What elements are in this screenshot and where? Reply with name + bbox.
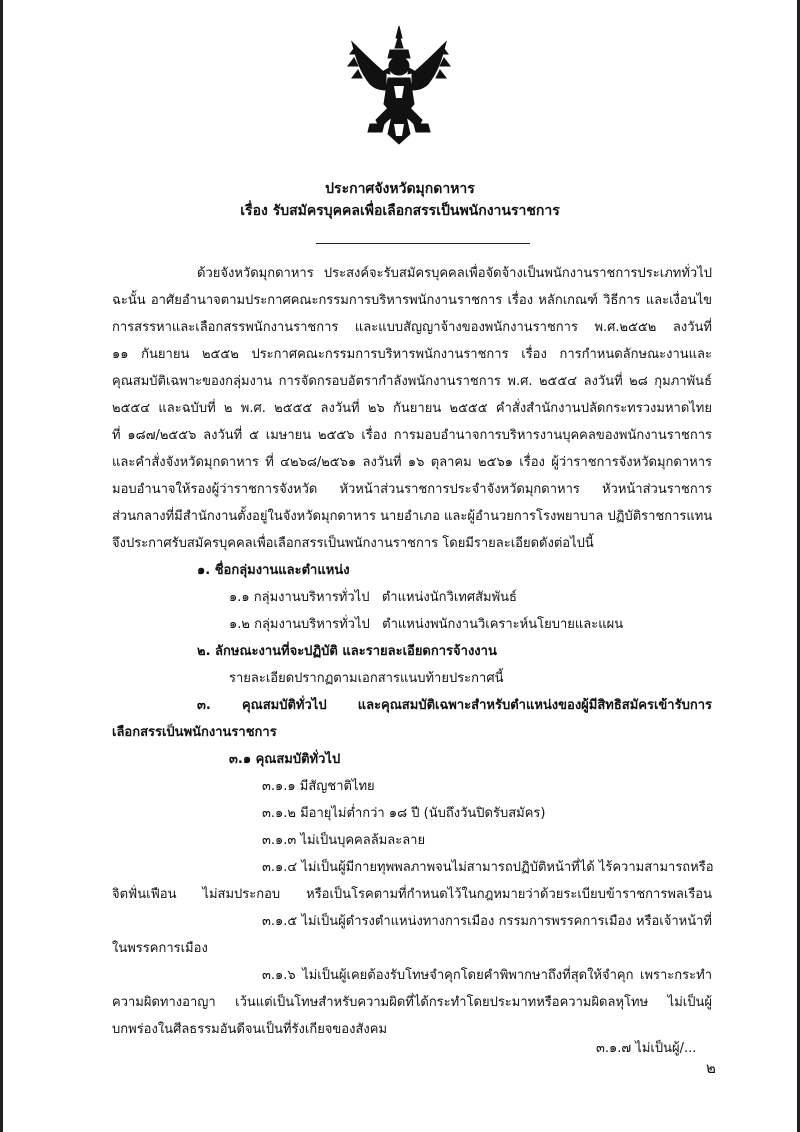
position-item: ๑.๒ กลุ่มงานบริหารทั่วไป ตำแหน่งพนักงานวิเคราะห์นโยบายและแผน bbox=[229, 617, 624, 632]
qualification-item: ๓.๑.๑ มีสัญชาติไทย bbox=[262, 779, 375, 794]
page-number: ๒ bbox=[706, 1059, 716, 1077]
announcement-subject: เรื่อง รับสมัครบุคคลเพื่อเลือกสรรเป็นพนักงานราชการ bbox=[240, 203, 560, 219]
qualification-item-cont: จิตฟั่นเฟือน ไม่สมประกอบ หรือเป็นโรคตามที่กำหนดไว้ในกฎหมายว่าด้วยระเบียบข้าราชการพลเรือน bbox=[112, 887, 712, 902]
intro-line: และคำสั่งจังหวัดมุกดาหาร ที่ ๔๒๖๘/๒๕๖๑ ลงวันที่ ๑๖ ตุลาคม ๒๕๖๑ เรื่อง ผู้ว่าราชการจังหวัดมุกดาหาร bbox=[112, 455, 712, 470]
continuation-marker: ๓.๑.๗ ไม่เป็นผู้/... bbox=[596, 1041, 697, 1056]
announcement-title: ประกาศจังหวัดมุกดาหาร bbox=[325, 181, 475, 197]
intro-line: ที่ ๑๘๗/๒๕๕๖ ลงวันที่ ๕ เมษายน ๒๕๕๖ เรื่อง การมอบอำนาจการบริหารงานบุคคลของพนักงานราชการ bbox=[112, 428, 712, 443]
intro-line: ส่วนกลางที่มีสำนักงานตั้งอยู่ในจังหวัดมุกดาหาร นายอำเภอ และผู้อำนวยการโรงพยาบาล ปฏิบัติราชการแทน bbox=[112, 509, 713, 524]
position-item: ๑.๑ กลุ่มงานบริหารทั่วไป ตำแหน่งนักวิเทศสัมพันธ์ bbox=[229, 590, 517, 605]
intro-line: คุณสมบัติเฉพาะของกลุ่มงาน การจัดกรอบอัตรากำลังพนักงานราชการ พ.ศ. ๒๕๕๔ ลงวันที่ ๒๘ กุมภาพันธ์ bbox=[112, 374, 712, 389]
garuda-emblem-icon bbox=[344, 24, 454, 146]
section3-heading: ๓. คุณสมบัติทั่วไป และคุณสมบัติเฉพาะสำหรับตำแหน่งของผู้มีสิทธิสมัครเข้ารับการ bbox=[197, 698, 712, 713]
qualification-item-cont: ในพรรคการเมือง bbox=[112, 941, 208, 956]
section3-heading-cont: เลือกสรรเป็นพนักงานราชการ bbox=[112, 725, 277, 740]
intro-line: มอบอำนาจให้รองผู้ว่าราชการจังหวัด หัวหน้าส่วนราชการประจำจังหวัดมุกดาหาร หัวหน้าส่วนราชการ bbox=[112, 482, 712, 497]
section1-heading: ๑. ชื่อกลุ่มงานและตำแหน่ง bbox=[197, 563, 350, 578]
header-divider bbox=[316, 243, 530, 244]
qualification-item: ๓.๑.๒ มีอายุไม่ต่ำกว่า ๑๘ ปี (นับถึงวันปิดรับสมัคร) bbox=[262, 806, 546, 821]
section3-1-heading: ๓.๑ คุณสมบัติทั่วไป bbox=[229, 752, 341, 767]
intro-line: ๒๕๕๔ และฉบับที่ ๒ พ.ศ. ๒๕๕๕ ลงวันที่ ๒๖ กันยายน ๒๕๕๕ คำสั่งสำนักงานปลัดกระทรวงมหาดไทย bbox=[112, 401, 712, 416]
intro-line: จึงประกาศรับสมัครบุคคลเพื่อเลือกสรรเป็นพนักงานราชการ โดยมีรายละเอียดดังต่อไปนี้ bbox=[112, 536, 594, 551]
qualification-item: ๓.๑.๖ ไม่เป็นผู้เคยต้องรับโทษจำคุกโดยคำพิพากษาถึงที่สุดให้จำคุก เพราะกระทำ bbox=[262, 968, 712, 983]
section2-heading: ๒. ลักษณะงานที่จะปฏิบัติ และรายละเอียดการจ้างงาน bbox=[197, 644, 497, 659]
intro-line: ๑๑ กันยายน ๒๕๕๒ ประกาศคณะกรรมการบริหารพนักงานราชการ เรื่อง การกำหนดลักษณะงานและ bbox=[112, 347, 712, 362]
intro-line: ฉะนั้น อาศัยอำนาจตามประกาศคณะกรรมการบริหารพนักงานราชการ เรื่อง หลักเกณฑ์ วิธีการ และเงื่อนไข bbox=[112, 293, 712, 308]
qualification-item-cont: บกพร่องในศีลธรรมอันดีจนเป็นที่รังเกียจของสังคม bbox=[112, 1022, 388, 1037]
qualification-item-cont: ความผิดทางอาญา เว้นแต่เป็นโทษสำหรับความผิดที่ได้กระทำโดยประมาทหรือความผิดลหุโทษ ไม่เป็นผู้ bbox=[112, 995, 712, 1010]
qualification-item: ๓.๑.๓ ไม่เป็นบุคคลล้มละลาย bbox=[262, 833, 426, 848]
intro-line: ด้วยจังหวัดมุกดาหาร ประสงค์จะรับสมัครบุคคลเพื่อจัดจ้างเป็นพนักงานราชการประเภททั่วไป bbox=[197, 266, 712, 281]
qualification-item: ๓.๑.๔ ไม่เป็นผู้มีกายทุพพลภาพจนไม่สามารถปฏิบัติหน้าที่ได้ ไร้ความสามารถหรือ bbox=[262, 860, 714, 875]
intro-line: การสรรหาและเลือกสรรพนักงานราชการ และแบบสัญญาจ้างของพนักงานราชการ พ.ศ.๒๕๕๒ ลงวันที่ bbox=[112, 320, 712, 335]
section2-text: รายละเอียดปรากฏตามเอกสารแนบท้ายประกาศนี้ bbox=[229, 671, 504, 686]
qualification-item: ๓.๑.๕ ไม่เป็นผู้ดำรงตำแหน่งทางการเมือง กรรมการพรรคการเมือง หรือเจ้าหน้าที่ bbox=[262, 914, 712, 929]
scan-border-left bbox=[0, 0, 3, 1132]
